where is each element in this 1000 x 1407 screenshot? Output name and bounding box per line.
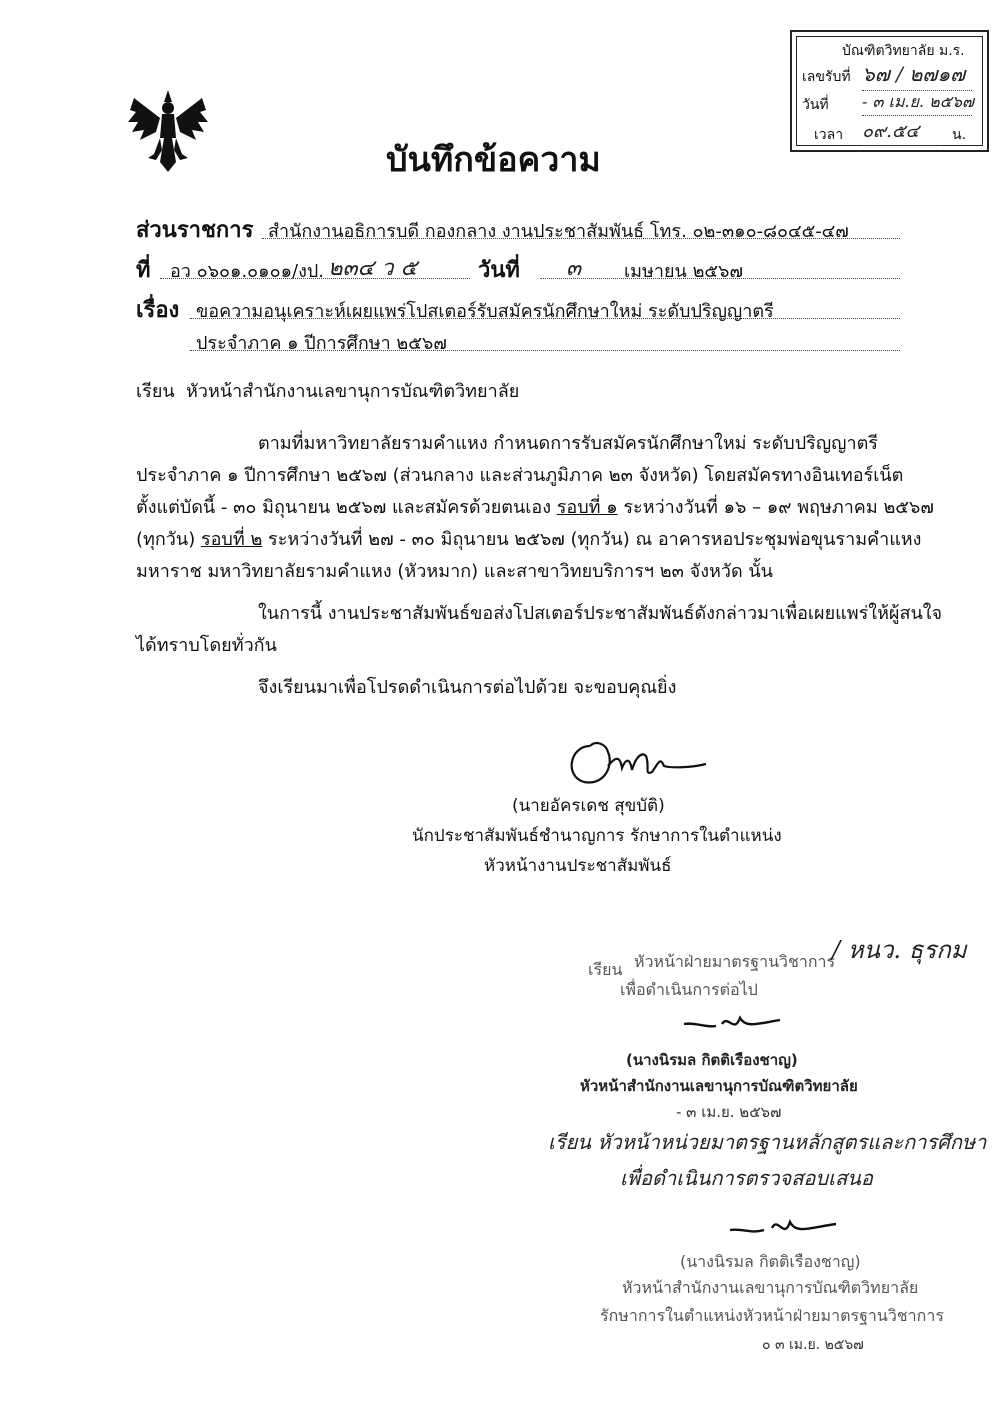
endorsement2-position-2: รักษาการในตำแหน่งหัวหน้าฝ่ายมาตรฐานวิชาการ [600, 1306, 944, 1325]
signature-2 [676, 1004, 786, 1040]
body-p2-line2: ได้ทราบโดยทั่วกัน [136, 635, 277, 656]
receipt-stamp [790, 30, 989, 152]
stamp-time-value: ๐๙.๕๔ [862, 116, 942, 146]
round-1-text: รอบที่ ๑ [556, 497, 618, 518]
endorsement2-date: ๐ ๓ เม.ย. ๒๕๖๗ [762, 1337, 864, 1353]
page-title: บันทึกข้อความ [386, 140, 601, 180]
stamp-recv-value: ๖๗ / ๒๗๑๗ [862, 58, 972, 91]
endorsement2-name: (นางนิรมล กิตติเรืองชาญ) [680, 1252, 861, 1271]
signer-position-1: นักประชาสัมพันธ์ชำนาญการ รักษาการในตำแหน่ง [412, 826, 782, 846]
body-p1-line3: ตั้งแต่บัดนี้ - ๓๐ มิถุนายน ๒๕๖๗ และสมัครด้วยตนเอง รอบที่ ๑ ระหว่างวันที่ ๑๖ – ๑๙ พฤษภาคม ๒๕๖๗ [136, 497, 934, 518]
endorsement1-name: (นางนิรมล กิตติเรืองชาญ) [626, 1051, 798, 1069]
agency-value: สำนักงานอธิการบดี กองกลาง งานประชาสัมพันธ์ โทร. ๐๒-๓๑๐-๘๐๔๕-๔๗ [268, 221, 849, 242]
signer-position-2: หัวหน้างานประชาสัมพันธ์ [484, 856, 672, 876]
endorsement1-action: เพื่อดำเนินการต่อไป [620, 980, 758, 999]
endorsement2-hand-line2: เพื่อดำเนินการตรวจสอบเสนอ [620, 1166, 873, 1190]
stamp-time-label: เวลา [814, 127, 844, 143]
garuda-emblem-icon [126, 88, 210, 174]
date-value: เมษายน ๒๕๖๗ [624, 261, 744, 282]
closing-text: จึงเรียนมาเพื่อโปรดดำเนินการต่อไปด้วย จะขอบคุณยิ่ง [258, 677, 677, 698]
agency-underline [262, 238, 900, 239]
endorsement1-to: หัวหน้าฝ่ายมาตรฐานวิชาการ [634, 952, 836, 971]
agency-label: ส่วนราชการ [136, 218, 254, 243]
body-p1-line5: มหาราช มหาวิทยาลัยรามคำแหง (หัวหมาก) และสาขาวิทยบริการฯ ๒๓ จังหวัด นั้น [136, 561, 773, 582]
endorsement1-hand-note: / หนว. ธุรกม [832, 936, 967, 964]
body-p1-line2: ประจำภาค ๑ ปีการศึกษา ๒๕๖๗ (ส่วนกลาง และส่วนภูมิภาค ๒๓ จังหวัด) โดยสมัครทางอินเทอร์เน็ต [136, 465, 904, 486]
round-2-text: รอบที่ ๒ [200, 529, 263, 550]
endorsement2-hand-line1: เรียน หัวหน้าหน่วยมาตรฐานหลักสูตรและการศึกษา [548, 1130, 987, 1154]
subject-underline-2 [190, 350, 900, 351]
endorsement2-position-1: หัวหน้าสำนักงานเลขานุการบัณฑิตวิทยาลัย [622, 1278, 919, 1297]
salutation-label: เรียน [136, 381, 175, 402]
ref-value: อว ๐๖๐๑.๐๑๐๑/งป. [170, 261, 325, 282]
date-label: วันที่ [478, 258, 520, 283]
stamp-org: บัณฑิตวิทยาลัย ม.ร. [842, 43, 965, 59]
signer-name: (นายอัครเดช สุขบัติ) [512, 796, 665, 816]
ref-underline [160, 278, 470, 279]
date-underline [540, 278, 900, 279]
body-p1-line1: ตามที่มหาวิทยาลัยรามคำแหง กำหนดการรับสมัครนักศึกษาใหม่ ระดับปริญญาตรี [258, 433, 878, 454]
salutation-to: หัวหน้าสำนักงานเลขานุการบัณฑิตวิทยาลัย [186, 381, 520, 402]
subject-line-1: ขอความอนุเคราะห์เผยแพร่โปสเตอร์รับสมัครนักศึกษาใหม่ ระดับปริญญาตรี [196, 301, 774, 322]
endorsement1-label: เรียน [588, 960, 623, 979]
ref-handwritten: ๒๓๔ ว ๕ [328, 256, 418, 281]
ref-label: ที่ [136, 258, 151, 283]
subject-underline-1 [190, 318, 900, 319]
body-p1-line4: (ทุกวัน) รอบที่ ๒ ระหว่างวันที่ ๒๗ - ๓๐ มิถุนายน ๒๕๖๗ (ทุกวัน) ณ อาคารหอประชุมพ่อขุนรามคำแหง [136, 529, 922, 550]
endorsement1-date: - ๓ เม.ย. ๒๕๖๗ [676, 1103, 782, 1121]
date-handwritten: ๓ [566, 256, 582, 281]
subject-label: เรื่อง [136, 298, 180, 323]
endorsement1-position: หัวหน้าสำนักงานเลขานุการบัณฑิตวิทยาลัย [580, 1077, 858, 1095]
stamp-date-label: วันที่ [802, 97, 829, 113]
stamp-time-unit: น. [952, 127, 967, 143]
signature-3 [722, 1206, 842, 1246]
subject-line-2: ประจำภาค ๑ ปีการศึกษา ๒๕๖๗ [196, 333, 447, 354]
stamp-date-value: - ๓ เม.ย. ๒๕๖๗ [862, 90, 972, 116]
signature-1 [560, 726, 710, 790]
body-p2-line1: ในการนี้ งานประชาสัมพันธ์ขอส่งโปสเตอร์ประชาสัมพันธ์ดังกล่าวมาเพื่อเผยแพร่ให้ผู้สนใจ [258, 603, 943, 624]
stamp-recv-label: เลขรับที่ [802, 69, 851, 85]
